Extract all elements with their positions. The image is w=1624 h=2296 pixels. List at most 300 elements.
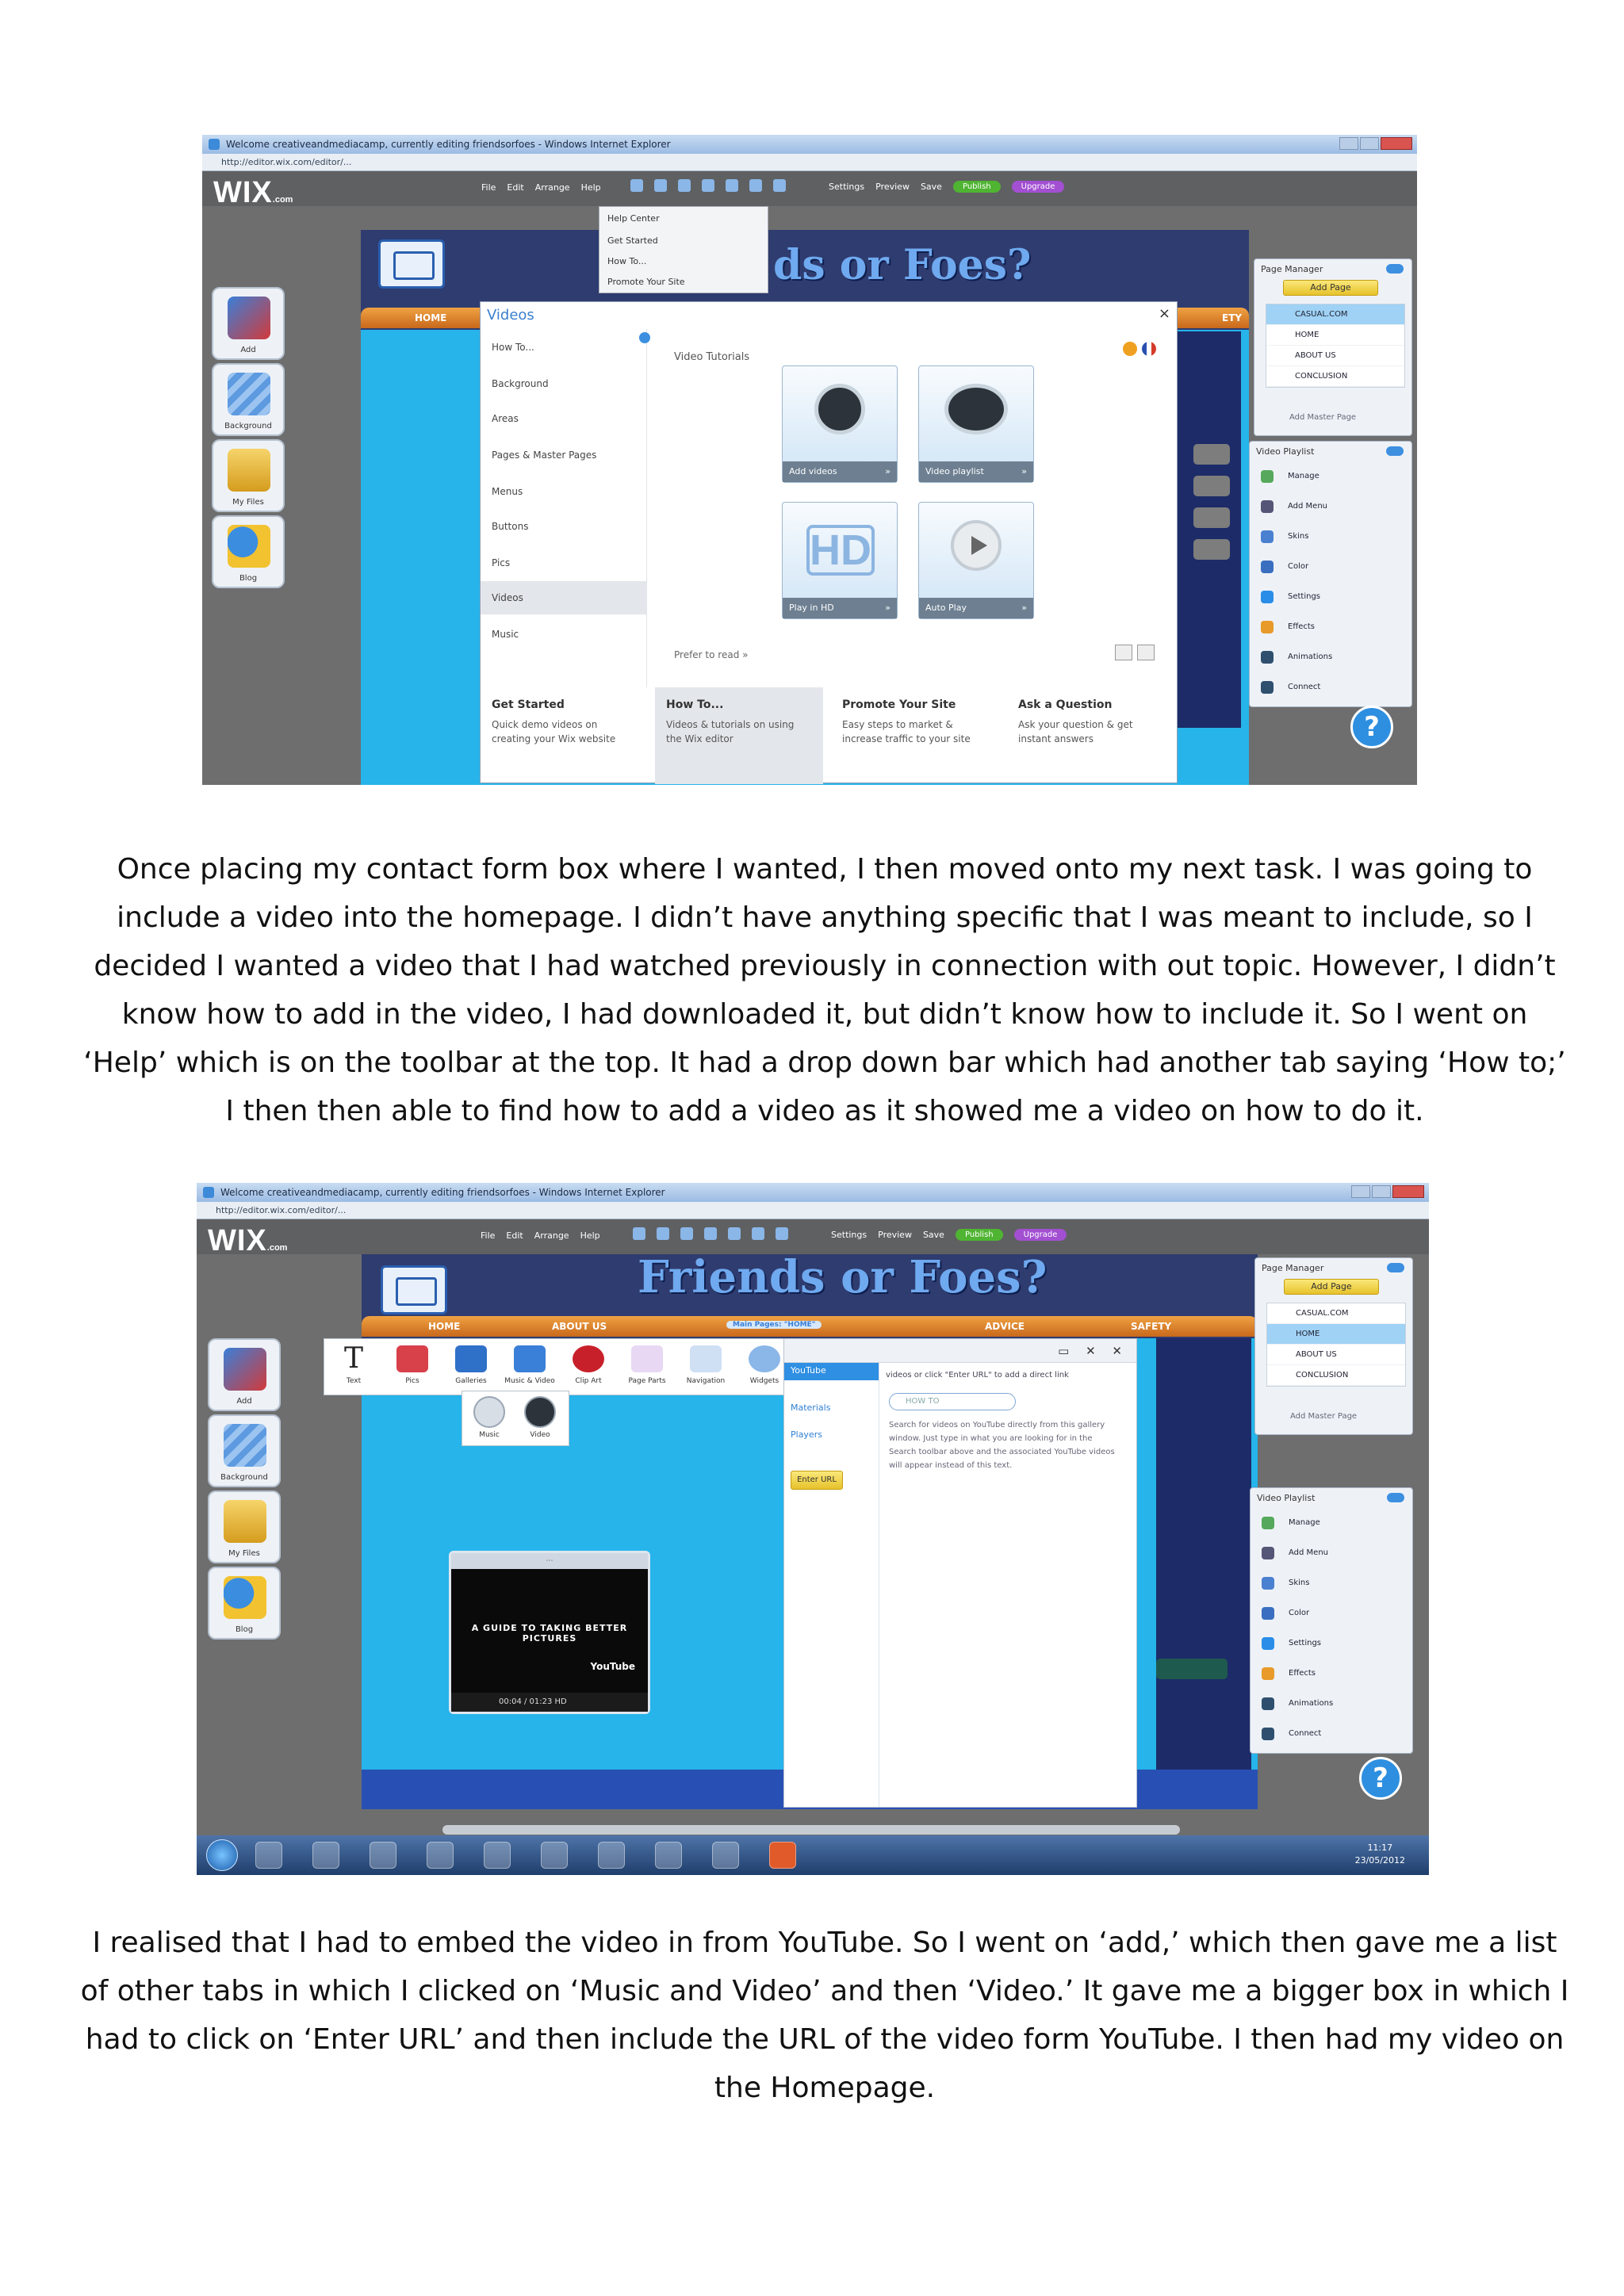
nav-safety[interactable]: SAFETY [1131,1321,1172,1332]
site-banner: Friends or Foes? [638,1251,1048,1303]
add-galleries-label: Galleries [455,1377,487,1385]
animations-icon [1262,1697,1274,1710]
menu-arrange[interactable]: Arrange [534,1230,569,1241]
navigation-icon [690,1345,722,1372]
minimize-icon[interactable] [1339,137,1358,150]
vp-manage-label: Manage [1289,1518,1320,1527]
wix-logo-suffix: .com [266,1243,288,1253]
vp-effects[interactable] [1256,618,1332,648]
site-banner: ds or Foes? [773,241,1032,289]
expand-icon[interactable] [1137,645,1155,660]
panel-toggle-icon[interactable] [1387,1263,1404,1272]
app-icon-2[interactable] [484,1842,511,1869]
publish-button[interactable]: Publish [956,1229,1003,1241]
move-icon[interactable] [657,1227,669,1240]
vp-settings[interactable] [1257,1634,1333,1664]
close-icon[interactable] [1392,1185,1424,1198]
help-question-icon[interactable]: ? [1359,1757,1402,1800]
more-icon: » [1021,466,1027,476]
tile-caption [919,461,1033,482]
youtube-brand: YouTube [590,1661,635,1672]
add-page-parts[interactable] [619,1345,675,1385]
topic-background[interactable]: Background [492,378,549,389]
my-files-tool[interactable] [208,1490,281,1563]
vp-skins[interactable] [1257,1574,1333,1604]
blog-tool-label: Blog [239,574,258,583]
app-icon-4[interactable] [655,1842,682,1869]
menu-arrange[interactable]: Arrange [534,182,570,193]
help-videos-dialog [480,301,1178,783]
info-icon[interactable] [639,332,650,343]
explorer-folder-icon[interactable] [312,1842,339,1869]
menu-file[interactable]: File [481,182,496,193]
my-files-tool-label: My Files [228,1549,260,1558]
enter-url-hint: videos or click "Enter URL" to add a direct link [886,1371,1069,1380]
help-categories [481,687,1178,784]
vp-settings-label: Settings [1288,592,1321,601]
maximize-icon[interactable] [1372,1185,1391,1198]
effects-icon [1262,1667,1274,1680]
vp-animations-label: Animations [1288,652,1333,661]
topic-areas[interactable]: Areas [492,413,519,424]
browser-title: Welcome creativeandmediacamp, currently editing friendsorfoes - Windows Internet Explorer [220,1187,665,1198]
add-master-page-link[interactable]: Add Master Page [1289,413,1357,422]
page-item-conclusion[interactable]: CONCLUSION [1267,1365,1405,1386]
vp-manage-label: Manage [1288,472,1320,480]
vp-skins[interactable] [1256,527,1332,557]
tile-video-playlist[interactable] [918,365,1034,483]
panel-toggle-icon[interactable] [1387,1493,1404,1502]
youtube-video-panel [783,1338,1137,1808]
player-controls[interactable] [451,1693,648,1712]
hd-icon: HD [806,525,875,576]
topic-videos[interactable]: Videos [492,592,523,603]
wix-topbar [202,171,1417,206]
music-video-submenu [462,1391,569,1446]
paragraph-help-video: Once placing my contact form box where I wanted, I then moved onto my next task. I was going to include a video into the homepage. I didn’t have anything specific that I was meant to include, so I decided I wanted a video that I had watched previously in connection with out topic. However, I didn’t know how to add in the video, I had downloaded it, but didn’t know how to include it. So I went on ‘Help’ which is on the toolbar at the top. It had a drop down bar which had another tab saying ‘How to;’ I then then able to find how to add a video as it showed me a video on how to do it. [83,853,1566,1127]
side-tab-2 [1193,476,1230,496]
window-controls [1351,1185,1424,1198]
app-icon-1[interactable] [427,1842,454,1869]
upgrade-button[interactable]: Upgrade [1014,1229,1067,1241]
tile-caption [783,461,897,482]
manage-icon [1262,1517,1274,1529]
skins-icon [1261,530,1274,543]
category-ask[interactable] [1007,687,1175,784]
video-playlist-options [1257,1513,1333,1755]
youtube-search-input[interactable]: HOW TO [889,1393,1016,1410]
category-how-to[interactable] [655,687,823,784]
page-list [1266,1303,1406,1387]
category-get-started[interactable] [481,687,649,784]
menu-edit[interactable]: Edit [507,182,524,193]
site-logo [381,1265,447,1314]
screenshot-add-video [197,1183,1429,1875]
sub-video-label: Video [530,1431,550,1439]
add-music-video-label: Music & Video [504,1377,555,1385]
prefer-to-read-link[interactable]: Prefer to read » [674,649,749,660]
manage-icon [1261,470,1274,483]
dialog-close-button[interactable]: × [1158,305,1170,322]
ie-taskbar-icon[interactable] [370,1842,396,1869]
sub-video[interactable] [518,1396,562,1439]
toolbar-right [829,181,1064,193]
connect-icon [1262,1728,1274,1740]
tile-auto-play[interactable] [918,502,1034,619]
page-item-conclusion[interactable]: CONCLUSION [1266,366,1404,387]
add-icon [224,1348,266,1391]
vp-effects-label: Effects [1289,1669,1316,1678]
media-icon[interactable] [255,1842,282,1869]
film-reel-icon [944,384,1008,434]
paragraph-embed-video: I realised that I had to embed the video in from YouTube. So I went on ‘add,’ which then gave me a list of other tabs in which I clicked on ‘Music and Video’ and then ‘Video.’ It gave me a bigger box in which I had to click on ‘Enter URL’ and then include the URL of the video form YouTube. I then had my video on the Homepage. [80,1927,1569,2104]
category-title: How To... [666,698,724,711]
panel-toggle-icon[interactable] [1386,264,1404,274]
vp-connect[interactable] [1256,678,1332,708]
settings-icon [1262,1637,1274,1650]
play-icon [951,520,1002,571]
page-item-casual[interactable]: CASUAL.COM [1266,304,1404,325]
panel-window-controls[interactable]: ▭ ✕ ✕ [1058,1344,1128,1358]
tab-players[interactable]: Players [791,1429,822,1440]
vp-skins-label: Skins [1289,1578,1310,1587]
category-text: Easy steps to market & increase traffic to your site [842,719,971,744]
chart-icon[interactable] [776,1227,788,1240]
my-files-tool-label: My Files [232,498,264,507]
panel-toggle-icon[interactable] [1386,446,1404,456]
blog-tool[interactable] [212,515,285,588]
move-icon[interactable] [654,179,667,192]
video-source-tabs [784,1363,879,1807]
page-item-about[interactable]: ABOUT US [1267,1345,1405,1365]
video-time: 00:04 / 01:23 HD [499,1697,567,1706]
topic-menus[interactable]: Menus [492,486,523,497]
ruler-icon[interactable] [752,1227,764,1240]
dialog-title: Videos [487,307,534,323]
windows-taskbar [197,1835,1429,1875]
enter-url-button[interactable]: Enter URL [791,1471,843,1490]
add-tool-label: Add [236,1397,252,1406]
nav-advice[interactable]: ADVICE [985,1321,1025,1332]
browser-title-bar [202,135,1417,154]
folder-icon [228,449,270,492]
embedded-video-player[interactable] [449,1551,650,1714]
clock-time: 11:17 [1367,1843,1393,1853]
animations-icon [1261,651,1274,664]
add-pics-label: Pics [405,1377,419,1385]
wix-logo-text: WIX [213,176,273,209]
camera-icon[interactable] [712,1842,739,1869]
topic-pages[interactable]: Pages & Master Pages [492,450,597,461]
add-pics[interactable] [385,1345,440,1385]
help-center-item[interactable]: Help Center [607,213,660,224]
horizontal-scrollbar[interactable] [442,1825,1180,1835]
category-text: Quick demo videos on creating your Wix website [492,719,616,744]
my-files-tool[interactable] [212,439,285,512]
music-icon [473,1396,505,1428]
send-button[interactable] [1156,1659,1228,1679]
zoom-out-icon[interactable] [726,179,738,192]
tile-label: Video playlist [925,466,984,476]
topic-music[interactable]: Music [492,629,519,640]
tile-play-in-hd[interactable] [782,502,898,619]
video-playlist-panel [1250,1487,1413,1754]
more-icon: » [1021,603,1027,613]
site-dark-column [1156,1338,1251,1798]
toolbar-icons [633,1227,788,1240]
grid-icon[interactable] [680,1227,693,1240]
browser-title: Welcome creativeandmediacamp, currently editing friendsorfoes - Windows Internet Explorer [226,139,671,150]
vp-add-menu[interactable] [1257,1544,1333,1574]
menu-edit[interactable]: Edit [506,1230,523,1241]
vp-animations[interactable] [1257,1694,1333,1724]
widgets-gear-icon [749,1345,780,1372]
color-icon [1262,1607,1274,1620]
screenshot-help-videos [202,135,1417,785]
vp-animations[interactable] [1256,648,1332,678]
word-icon[interactable] [598,1842,625,1869]
page-manager-panel [1254,258,1412,436]
add-navigation-label: Navigation [686,1377,726,1385]
add-icon [228,297,270,339]
site-logo [378,239,445,289]
promote-site-item[interactable]: Promote Your Site [607,277,685,287]
upgrade-button[interactable]: Upgrade [1012,181,1065,193]
cherry-icon [573,1345,604,1372]
blog-tool-label: Blog [235,1625,254,1634]
blog-icon [228,525,270,568]
comment-icon[interactable] [630,179,643,192]
vp-connect-label: Connect [1289,1729,1322,1738]
menu-help[interactable]: Help [580,182,601,193]
add-widgets-label: Widgets [749,1377,779,1385]
galleries-icon [455,1345,487,1372]
menu-file[interactable]: File [481,1230,496,1241]
side-tab-1 [1193,444,1230,465]
toolbar-icons [630,179,786,192]
vp-color-label: Color [1289,1609,1310,1617]
video-title: A GUIDE TO TAKING BETTER PICTURES [471,1623,628,1644]
vp-manage[interactable] [1257,1513,1333,1544]
vp-color-label: Color [1288,562,1309,571]
zoom-in-icon[interactable] [704,1227,717,1240]
toolbar-right [831,1229,1067,1241]
close-icon[interactable] [1381,137,1412,150]
add-text[interactable] [326,1342,381,1385]
category-title: Promote Your Site [842,698,956,711]
page-manager-title: Page Manager [1261,264,1323,274]
save-button[interactable]: Save [922,1230,944,1240]
wix-logo-suffix: .com [272,195,293,205]
page-item-home[interactable]: HOME [1266,325,1404,346]
background-tool[interactable] [212,363,285,436]
start-button-icon[interactable] [206,1839,238,1871]
video-playlist-options [1256,467,1332,708]
video-reel-icon [524,1396,556,1428]
wix-logo-text: WIX [208,1224,267,1257]
main-pages-selector[interactable]: Main Pages: "HOME" [726,1321,822,1329]
skins-icon [1262,1577,1274,1590]
wix-logo [213,176,293,210]
vp-add-menu-label: Add Menu [1289,1548,1328,1557]
page-item-about[interactable]: ABOUT US [1266,346,1404,366]
grid-icon[interactable] [678,179,691,192]
tile-caption [783,598,897,618]
background-icon [228,373,270,415]
clock-date: 23/05/2012 [1354,1855,1405,1866]
ruler-icon[interactable] [749,179,762,192]
connect-icon [1261,681,1274,694]
blog-tool[interactable] [208,1567,281,1640]
add-galleries[interactable] [443,1345,499,1385]
youtube-search-description: Search for videos on YouTube directly from this gallery window. Just type in what you are looking for in the Search toolbar above and the associated YouTube videos will appear instead of this text. [889,1421,1115,1470]
tile-label: Auto Play [925,603,967,613]
page-list [1266,304,1405,388]
background-tool-label: Background [224,422,272,430]
maximize-icon[interactable] [1360,137,1379,150]
ie-icon [209,139,220,150]
ie-icon [203,1187,214,1198]
tab-youtube[interactable]: YouTube [784,1363,879,1380]
preview-button[interactable]: Preview [878,1230,912,1240]
vp-add-menu-label: Add Menu [1288,502,1327,511]
zoom-out-icon[interactable] [728,1227,741,1240]
sub-music-label: Music [479,1431,500,1439]
publish-button[interactable]: Publish [953,181,1001,193]
video-tutorials-title: Video Tutorials [674,351,750,363]
add-tool-label: Add [240,346,256,354]
category-title: Get Started [492,698,565,711]
vp-effects[interactable] [1257,1664,1333,1694]
add-menu-icon [1261,500,1274,513]
app-icon-3[interactable] [541,1842,568,1869]
address-bar[interactable]: http://editor.wix.com/editor/... [197,1202,1429,1219]
vp-settings-label: Settings [1289,1639,1322,1647]
print-icon[interactable] [1115,645,1132,660]
vp-animations-label: Animations [1289,1699,1334,1708]
player-top-bar[interactable]: ⋯ [451,1553,648,1569]
wix-logo [208,1224,287,1258]
page-manager-title: Page Manager [1262,1263,1324,1273]
settings-button[interactable]: Settings [831,1230,868,1240]
add-master-page-link[interactable]: Add Master Page [1290,1412,1358,1421]
blog-icon [224,1576,266,1619]
category-text: Videos & tutorials on using the Wix editor [666,719,795,744]
text-icon: T [343,1342,363,1375]
tile-add-videos[interactable] [782,365,898,483]
add-page-button[interactable]: Add Page [1284,1279,1379,1295]
pics-icon [396,1345,428,1372]
chart-icon[interactable] [773,179,786,192]
nav-home[interactable]: HOME [415,312,447,323]
category-text: Ask your question & get instant answers [1018,719,1133,744]
background-tool-label: Background [220,1473,268,1482]
page-item-casual[interactable]: CASUAL.COM [1267,1303,1405,1324]
background-tool[interactable] [208,1414,281,1487]
page-parts-icon [631,1345,663,1372]
add-page-parts-label: Page Parts [628,1377,666,1385]
menu-help[interactable]: Help [580,1230,600,1241]
add-music-video[interactable] [502,1345,557,1385]
panel-header [784,1339,1136,1363]
add-tool[interactable] [208,1338,281,1411]
topic-how-to[interactable]: How To... [492,342,534,353]
address-bar[interactable]: http://editor.wix.com/editor/... [202,154,1417,171]
vp-add-menu[interactable] [1256,497,1332,527]
site-navbar [362,1316,1258,1337]
color-icon [1261,561,1274,573]
more-icon: » [885,603,891,613]
add-clip-art-label: Clip Art [575,1377,602,1385]
topic-buttons[interactable]: Buttons [492,521,529,532]
background-icon [224,1424,266,1467]
vp-color[interactable] [1257,1604,1333,1634]
category-promote[interactable] [831,687,999,784]
topic-pics[interactable]: Pics [492,557,511,568]
tile-label: Add videos [789,466,837,476]
tab-materials[interactable]: Materials [791,1402,831,1413]
page-manager-panel [1254,1257,1413,1435]
get-started-item[interactable]: Get Started [607,235,658,246]
vp-connect-label: Connect [1288,683,1321,691]
vp-manage[interactable] [1256,467,1332,497]
video-playlist-title: Video Playlist [1257,1493,1316,1503]
vp-effects-label: Effects [1288,622,1315,631]
powerpoint-icon[interactable] [769,1842,796,1869]
settings-icon [1261,591,1274,603]
browser-title-bar [197,1183,1429,1202]
vp-skins-label: Skins [1288,532,1309,541]
preview-button[interactable]: Preview [875,182,910,192]
vp-color[interactable] [1256,557,1332,587]
wix-menu [481,1230,600,1241]
nav-safety-partial[interactable]: ETY [1222,312,1243,323]
music-video-icon [514,1345,546,1372]
video-playlist-title: Video Playlist [1256,446,1315,457]
more-icon: » [885,466,891,476]
page-item-home[interactable]: HOME [1267,1324,1405,1345]
language-flags [1123,342,1156,356]
save-button[interactable]: Save [920,182,942,192]
folder-icon [224,1500,266,1543]
vp-connect[interactable] [1257,1724,1333,1755]
minimize-icon[interactable] [1351,1185,1370,1198]
settings-button[interactable]: Settings [829,182,865,192]
help-dropdown-menu [599,206,768,293]
help-question-icon[interactable]: ? [1350,706,1393,748]
add-navigation[interactable] [678,1345,733,1385]
add-text-label: Text [346,1377,362,1385]
how-to-item[interactable]: How To... [607,256,647,266]
add-tool[interactable] [212,287,285,360]
add-clip-art[interactable] [561,1345,616,1385]
flag-icon-1[interactable] [1123,342,1137,356]
tile-label: Play in HD [789,603,834,613]
system-clock[interactable] [1355,1842,1405,1867]
comment-icon[interactable] [633,1227,645,1240]
zoom-in-icon[interactable] [702,179,714,192]
add-page-button[interactable]: Add Page [1283,280,1378,296]
sub-music[interactable] [467,1396,511,1439]
film-reel-icon [814,384,865,434]
flag-icon-2[interactable] [1142,342,1156,356]
nav-about[interactable]: ABOUT US [552,1321,607,1332]
nav-home[interactable]: HOME [428,1321,461,1332]
vp-settings[interactable] [1256,587,1332,618]
tile-caption [919,598,1033,618]
video-playlist-panel [1249,441,1412,707]
help-topic-list [481,329,647,687]
